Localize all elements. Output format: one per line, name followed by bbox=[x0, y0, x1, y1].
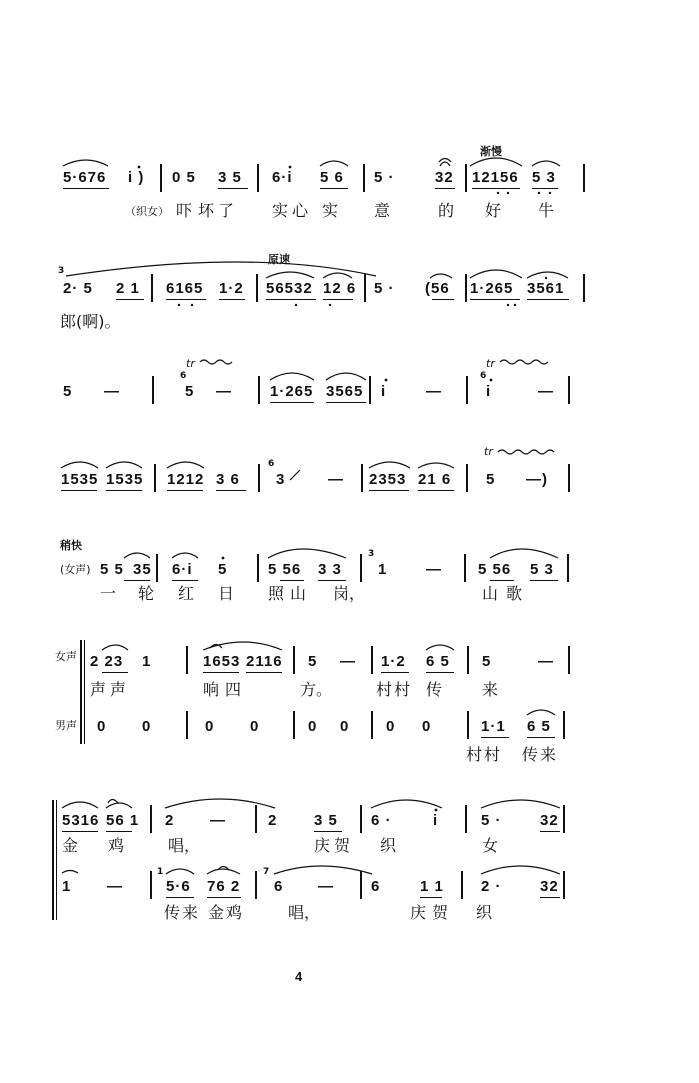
note: i ) bbox=[128, 169, 145, 186]
note: 32 bbox=[540, 878, 559, 895]
note: —) bbox=[526, 471, 548, 488]
note: 2 · bbox=[481, 878, 502, 895]
note: 0 bbox=[340, 718, 350, 735]
barline bbox=[568, 646, 570, 674]
note: 3561 bbox=[527, 280, 565, 297]
note: — bbox=[426, 561, 442, 578]
note: 5 bbox=[218, 561, 228, 578]
note: (56 bbox=[425, 280, 450, 297]
barline bbox=[466, 376, 468, 404]
underline bbox=[369, 490, 409, 491]
underline bbox=[61, 490, 97, 491]
barline bbox=[567, 554, 569, 582]
note: 3565 bbox=[326, 383, 364, 400]
lyric: 金 bbox=[62, 836, 79, 855]
grace-note: 1 bbox=[157, 867, 164, 877]
note: 5 56 bbox=[268, 561, 302, 578]
underline bbox=[124, 580, 150, 581]
note: i bbox=[381, 383, 387, 400]
underline bbox=[490, 580, 514, 581]
barline bbox=[464, 554, 466, 582]
lyric: 郎(啊)。 bbox=[60, 312, 121, 331]
note: 3 3 bbox=[318, 561, 342, 578]
barline bbox=[371, 646, 373, 674]
underline bbox=[470, 299, 520, 300]
note: 0 bbox=[250, 718, 260, 735]
underline bbox=[472, 188, 520, 189]
barline bbox=[152, 376, 154, 404]
barline bbox=[258, 464, 260, 492]
note: 6 · bbox=[371, 812, 392, 829]
note: 5 · bbox=[374, 280, 395, 297]
underline bbox=[266, 299, 316, 300]
note: — bbox=[216, 383, 232, 400]
barline bbox=[293, 711, 295, 739]
lyric: 方。 bbox=[300, 680, 333, 699]
note: 2 bbox=[268, 812, 278, 829]
barline bbox=[465, 274, 467, 302]
note: — bbox=[426, 383, 442, 400]
note: 6 5 bbox=[527, 718, 551, 735]
note: 2 bbox=[165, 812, 175, 829]
lyric: 岗， bbox=[333, 584, 366, 603]
barline bbox=[150, 805, 152, 833]
voice-label: (女声) bbox=[60, 563, 91, 576]
note: 1·265 bbox=[270, 383, 314, 400]
note: 2116 bbox=[246, 653, 283, 670]
barline bbox=[466, 464, 468, 492]
note: 1·265 bbox=[470, 280, 514, 297]
tempo-mark-shaokuai: 稍快 bbox=[60, 539, 82, 552]
note: — bbox=[318, 878, 334, 895]
underline bbox=[167, 490, 203, 491]
system-bracket bbox=[52, 800, 54, 920]
barline bbox=[563, 805, 565, 833]
lyric: 山歌 bbox=[482, 584, 531, 603]
underline bbox=[166, 897, 194, 898]
note: 5316 bbox=[62, 812, 100, 829]
underline bbox=[280, 580, 304, 581]
note: i bbox=[433, 812, 439, 829]
note: 0 5 bbox=[172, 169, 196, 186]
underline bbox=[432, 299, 454, 300]
system-bracket bbox=[80, 640, 82, 744]
voice-label-male: 男声 bbox=[55, 719, 77, 732]
note: 2353 bbox=[369, 471, 407, 488]
underline bbox=[270, 402, 314, 403]
note: 1 bbox=[142, 653, 152, 670]
barline bbox=[563, 711, 565, 739]
underline bbox=[314, 831, 342, 832]
note: 5 bbox=[308, 653, 318, 670]
underline bbox=[418, 490, 454, 491]
underline bbox=[63, 188, 109, 189]
voice-label: （织女） bbox=[125, 205, 169, 218]
underline bbox=[540, 831, 560, 832]
barline bbox=[160, 164, 162, 192]
barline bbox=[151, 274, 153, 302]
note: 35 bbox=[133, 561, 152, 578]
underline bbox=[172, 580, 198, 581]
note: 1·1 bbox=[481, 718, 506, 735]
note: 2 23 bbox=[90, 653, 124, 670]
trill: tr bbox=[486, 357, 495, 370]
note: 5 5 bbox=[100, 561, 124, 578]
underline bbox=[540, 897, 560, 898]
lyric: 牛 bbox=[538, 201, 555, 220]
lyric: 红 bbox=[178, 584, 195, 603]
note: 12156 bbox=[472, 169, 519, 186]
barline bbox=[369, 376, 371, 404]
underline bbox=[435, 188, 455, 189]
note: 1·2 bbox=[219, 280, 244, 297]
note: 5 bbox=[486, 471, 496, 488]
barline bbox=[156, 554, 158, 582]
note: 5 bbox=[185, 383, 195, 400]
barline bbox=[461, 871, 463, 899]
lyric: 意 bbox=[374, 201, 391, 220]
note: 6 bbox=[371, 878, 381, 895]
underline bbox=[532, 188, 558, 189]
barline bbox=[150, 871, 152, 899]
barline bbox=[258, 376, 260, 404]
underline bbox=[203, 672, 239, 673]
note: — bbox=[340, 653, 356, 670]
underline bbox=[218, 188, 248, 189]
lyric: 女 bbox=[482, 836, 499, 855]
note: 5 6 bbox=[320, 169, 344, 186]
note: 6·i bbox=[172, 561, 193, 578]
lyric: 日 bbox=[218, 584, 235, 603]
note: 5·676 bbox=[63, 169, 107, 186]
note: i bbox=[486, 383, 492, 400]
lyric: 鸡 bbox=[108, 836, 125, 855]
underline bbox=[481, 737, 509, 738]
lyric: 轮 bbox=[138, 584, 155, 603]
voice-label-female: 女声 bbox=[55, 650, 77, 663]
note: 56 1 bbox=[106, 812, 140, 829]
note: 5 3 bbox=[530, 561, 554, 578]
note: 6 bbox=[274, 878, 284, 895]
barline bbox=[363, 164, 365, 192]
underline bbox=[116, 299, 144, 300]
underline bbox=[246, 672, 282, 673]
underline bbox=[320, 188, 348, 189]
tempo-mark-jianman: 渐慢 bbox=[480, 145, 502, 158]
note: 1212 bbox=[167, 471, 205, 488]
barline bbox=[568, 464, 570, 492]
note: 0 bbox=[422, 718, 432, 735]
lyric: 一 bbox=[100, 584, 117, 603]
note: — bbox=[210, 812, 226, 829]
note: 3 5 bbox=[314, 812, 338, 829]
trill: tr bbox=[484, 445, 493, 458]
note: 5 56 bbox=[478, 561, 512, 578]
lyric: 织 bbox=[380, 836, 397, 855]
underline bbox=[102, 672, 128, 673]
note: 2 1 bbox=[116, 280, 140, 297]
grace-note: 6 bbox=[180, 371, 187, 381]
barline bbox=[467, 646, 469, 674]
barline bbox=[360, 554, 362, 582]
note: 32 bbox=[540, 812, 559, 829]
barline bbox=[360, 805, 362, 833]
barline bbox=[186, 711, 188, 739]
underline bbox=[426, 672, 454, 673]
barline bbox=[465, 164, 467, 192]
note: 5 bbox=[63, 383, 73, 400]
underline bbox=[106, 490, 142, 491]
underline bbox=[527, 737, 555, 738]
lyric: 金鸡 bbox=[208, 903, 245, 922]
lyric: 唱， bbox=[288, 903, 321, 922]
note: 0 bbox=[308, 718, 318, 735]
lyric: 实心 bbox=[272, 201, 313, 220]
grace-note: 3 bbox=[368, 549, 375, 559]
note: 21 6 bbox=[418, 471, 452, 488]
note: 6165 bbox=[166, 280, 204, 297]
underline bbox=[326, 402, 366, 403]
underline bbox=[530, 580, 558, 581]
note: 2· 5 bbox=[63, 280, 93, 297]
note: — bbox=[538, 653, 554, 670]
lyric: 传来 bbox=[164, 903, 201, 922]
note: 12 6 bbox=[323, 280, 357, 297]
note: 5 · bbox=[481, 812, 502, 829]
barline bbox=[257, 554, 259, 582]
barline bbox=[467, 711, 469, 739]
note: 76 2 bbox=[207, 878, 241, 895]
barline bbox=[257, 164, 259, 192]
underline bbox=[216, 490, 246, 491]
underline bbox=[318, 580, 346, 581]
note: 3 5 bbox=[218, 169, 242, 186]
underline bbox=[219, 299, 245, 300]
note: 5·6 bbox=[166, 878, 191, 895]
note: 56532 bbox=[266, 280, 313, 297]
barline bbox=[154, 464, 156, 492]
note: 0 bbox=[97, 718, 107, 735]
barline bbox=[256, 274, 258, 302]
barline bbox=[583, 164, 585, 192]
system-bracket bbox=[56, 800, 57, 920]
underline bbox=[207, 897, 241, 898]
lyric: 声声 bbox=[90, 680, 131, 699]
note: 32 bbox=[435, 169, 454, 186]
lyric: 传 bbox=[426, 680, 443, 699]
barline bbox=[563, 871, 565, 899]
underline bbox=[420, 897, 442, 898]
barline bbox=[255, 805, 257, 833]
lyric: 响四 bbox=[203, 680, 248, 699]
barline bbox=[360, 871, 362, 899]
note: 1535 bbox=[106, 471, 144, 488]
note: 6 5 bbox=[426, 653, 450, 670]
note: 5 bbox=[482, 653, 492, 670]
barline bbox=[293, 646, 295, 674]
underline bbox=[106, 831, 132, 832]
lyric: 村村 bbox=[466, 745, 503, 764]
note: 0 bbox=[205, 718, 215, 735]
lyric: 传来 bbox=[522, 745, 559, 764]
note: 1535 bbox=[61, 471, 99, 488]
lyric: 的 bbox=[438, 201, 455, 220]
barline bbox=[568, 376, 570, 404]
grace-note: 3 bbox=[58, 266, 65, 276]
lyric: 织 bbox=[476, 903, 493, 922]
note: 1 bbox=[62, 878, 72, 895]
note: 1 bbox=[378, 561, 388, 578]
trill: tr bbox=[186, 357, 195, 370]
note: 3 bbox=[276, 471, 286, 488]
underline bbox=[527, 299, 569, 300]
note: 1653 bbox=[203, 653, 241, 670]
lyric: 庆贺 bbox=[314, 836, 355, 855]
system-bracket bbox=[84, 640, 85, 744]
note: — bbox=[538, 383, 554, 400]
lyric: 村村 bbox=[376, 680, 413, 699]
lyric: 坏了 bbox=[198, 201, 239, 220]
underline bbox=[381, 672, 409, 673]
note: 0 bbox=[142, 718, 152, 735]
note: 0 bbox=[386, 718, 396, 735]
lyric: 唱， bbox=[168, 836, 201, 855]
underline bbox=[62, 831, 98, 832]
barline bbox=[371, 711, 373, 739]
lyric: 好 bbox=[485, 201, 502, 220]
note: 5 3 bbox=[532, 169, 556, 186]
lyric: 实 bbox=[322, 201, 339, 220]
grace-note: 7 bbox=[263, 867, 270, 877]
note: 3 6 bbox=[216, 471, 240, 488]
barline bbox=[361, 464, 363, 492]
note: 5 · bbox=[374, 169, 395, 186]
note: — bbox=[104, 383, 120, 400]
note: — bbox=[107, 878, 123, 895]
lyric: 庆贺 bbox=[410, 903, 455, 922]
barline bbox=[255, 871, 257, 899]
grace-note: 6 bbox=[268, 459, 275, 469]
note: 1 1 bbox=[420, 878, 444, 895]
lyric: 来 bbox=[482, 680, 499, 699]
barline bbox=[364, 274, 366, 302]
barline bbox=[186, 646, 188, 674]
lyric: 照山 bbox=[268, 584, 313, 603]
page-number: 4 bbox=[295, 969, 303, 984]
barline bbox=[465, 805, 467, 833]
underline bbox=[323, 299, 353, 300]
note: 6·i bbox=[272, 169, 293, 186]
lyric: 吓 bbox=[176, 201, 193, 220]
underline bbox=[166, 299, 206, 300]
note: — bbox=[328, 471, 344, 488]
barline bbox=[583, 274, 585, 302]
note: 1·2 bbox=[381, 653, 406, 670]
grace-note: 6 bbox=[480, 371, 487, 381]
tempo-mark-yuansu: 原速 bbox=[268, 253, 290, 266]
